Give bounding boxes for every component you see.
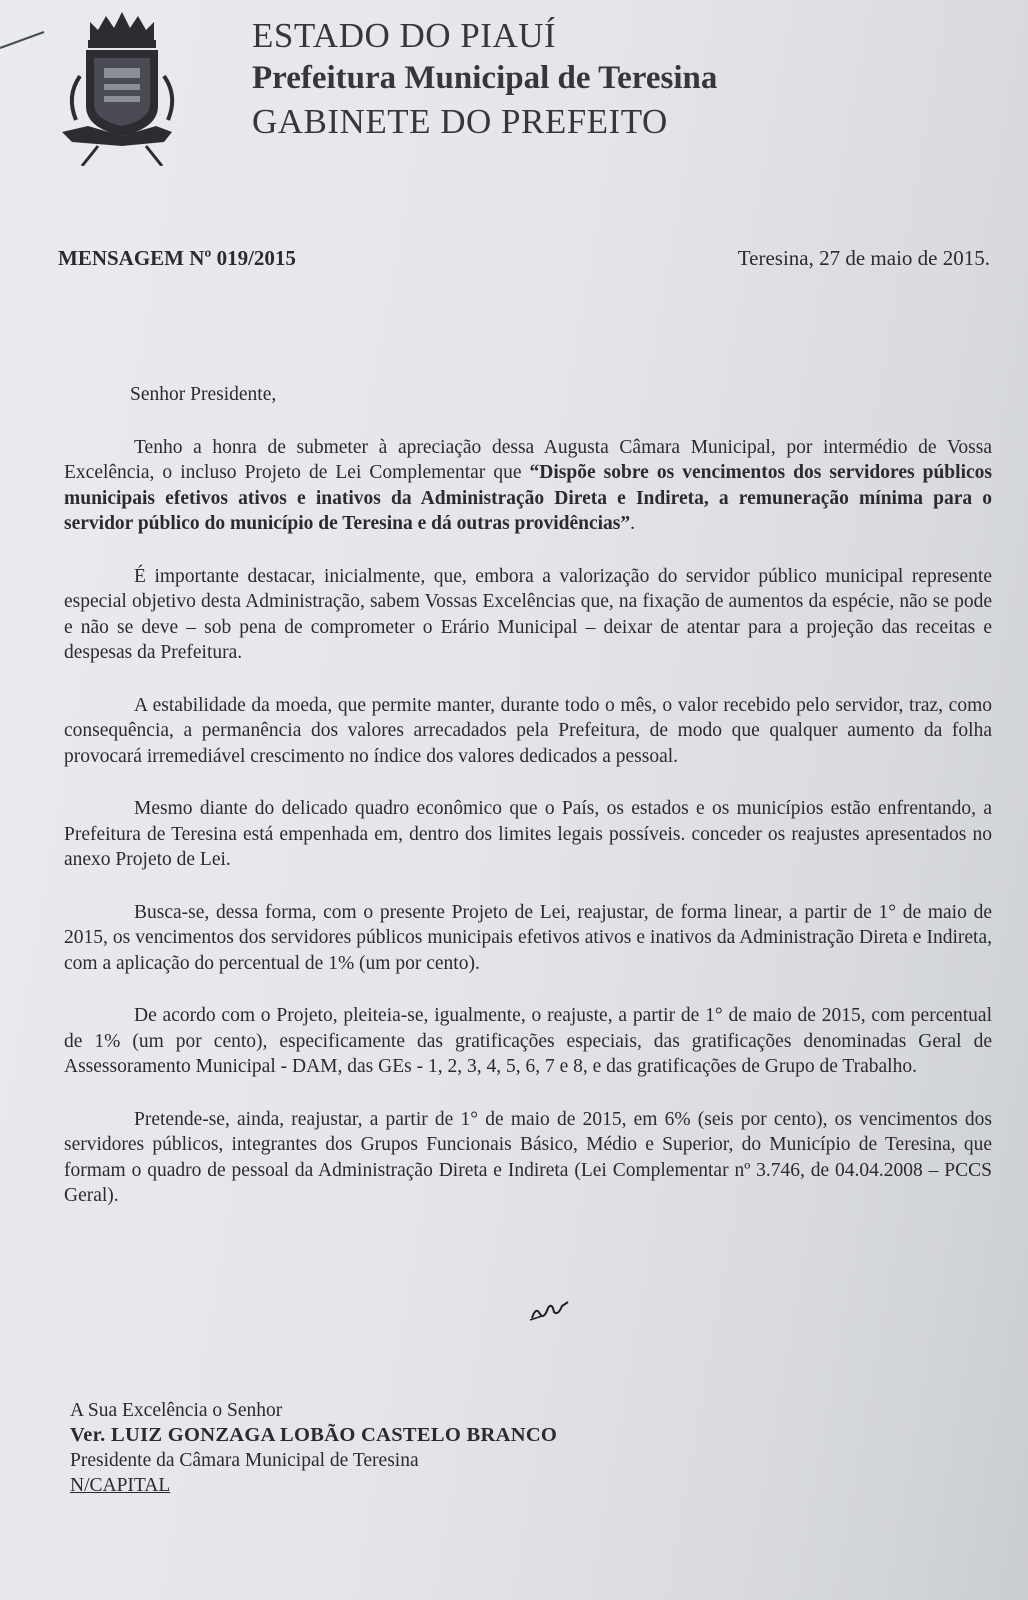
salutation: Senhor Presidente, [130, 384, 277, 405]
paragraph-7: Pretende-se, ainda, reajustar, a partir de 1° de maio de 2015, em 6% (seis por cento), os vencimentos dos servidores públicos, integrantes dos Grupos Funcionais Básico, Médio e Superior, do Município de Teresina, que formam o quadro de pessoal da Administração Direta e Indireta (Lei Complementar nº 3.746, de 04.04.2008 – PCCS Geral). [64, 1108, 992, 1206]
handwritten-initials-icon [528, 1296, 572, 1324]
prefecture-name: Prefeitura Municipal de Teresina [252, 60, 718, 96]
paragraph-1-intro: Tenho a honra de submeter à apreciação dessa Augusta Câmara Municipal, por intermédio de Vossa Excelência, o incluso Projeto de Lei Complementar que [64, 436, 992, 483]
addressee-block [70, 1398, 557, 1498]
municipal-coat-of-arms-icon [58, 6, 176, 166]
letterhead [252, 14, 717, 143]
letter-body [64, 382, 992, 1236]
state-name: ESTADO DO PIAUÍ [252, 16, 557, 55]
paragraph-2: É importante destacar, inicialmente, que, embora a valorização do servidor público municipal represente especial objetivo desta Administração, sabem Vossas Excelências que, na fixação de aumentos da espécie, não se pode e não se deve – sob pena de comprometer o Erário Municipal – deixar de atentar para a projeção das receitas e despesas da Prefeitura. [64, 565, 992, 663]
paragraph-3: A estabilidade da moeda, que permite manter, durante todo o mês, o valor recebido pelo servidor, traz, como consequência, a permanência dos valores arrecadados pela Prefeitura, de modo que qualquer aumento da folha provocará irremediável crescimento no índice dos valores dedicados a pessoal. [64, 694, 992, 767]
message-date: Teresina, 27 de maio de 2015. [737, 246, 990, 270]
paragraph-6: De acordo com o Projeto, pleiteia-se, igualmente, o reajuste, a partir de 1° de maio de 2015, com percentual de 1% (um por cento), especificamente das gratificações especiais, das gratificações denominadas Geral de Assessoramento Municipal - DAM, das GEs - 1, 2, 3, 4, 5, 6, 7 e 8, e das gratificações de Grupo de Trabalho. [64, 1005, 992, 1077]
paragraph-1 [64, 435, 992, 537]
addressee-city: N/CAPITAL [70, 1475, 171, 1496]
bill-title: “Dispõe sobre os vencimentos dos servidores públicos municipais efetivos ativos e inativos da Administração Direta e Indireta, a remuneração mínima para o servidor público do município de Teresina e dá outras providências” [64, 462, 992, 534]
addressee-salutation: A Sua Excelência o Senhor [70, 1400, 283, 1421]
addressee-role: Presidente da Câmara Municipal de Teresina [70, 1450, 419, 1471]
message-number: MENSAGEM Nº 019/2015 [58, 246, 296, 270]
pen-stroke-mark [0, 28, 50, 50]
addressee-name: Ver. LUIZ GONZAGA LOBÃO CASTELO BRANCO [70, 1424, 558, 1446]
paragraph-4: Mesmo diante do delicado quadro econômico que o País, os estados e os municípios estão enfrentando, a Prefeitura de Teresina está empenhada em, dentro dos limites legais possíveis. conceder os reajustes apresentados no anexo Projeto de Lei. [64, 798, 992, 870]
paragraph-1-end: . [630, 513, 636, 534]
office-name: GABINETE DO PREFEITO [252, 102, 668, 141]
paragraph-5: Busca-se, dessa forma, com o presente Projeto de Lei, reajustar, de forma linear, a partir de 1° de maio de 2015, os vencimentos dos servidores públicos municipais efetivos ativos e inativos da Administração Direta e Indireta, com a aplicação do percentual de 1% (um por cento). [64, 901, 992, 974]
